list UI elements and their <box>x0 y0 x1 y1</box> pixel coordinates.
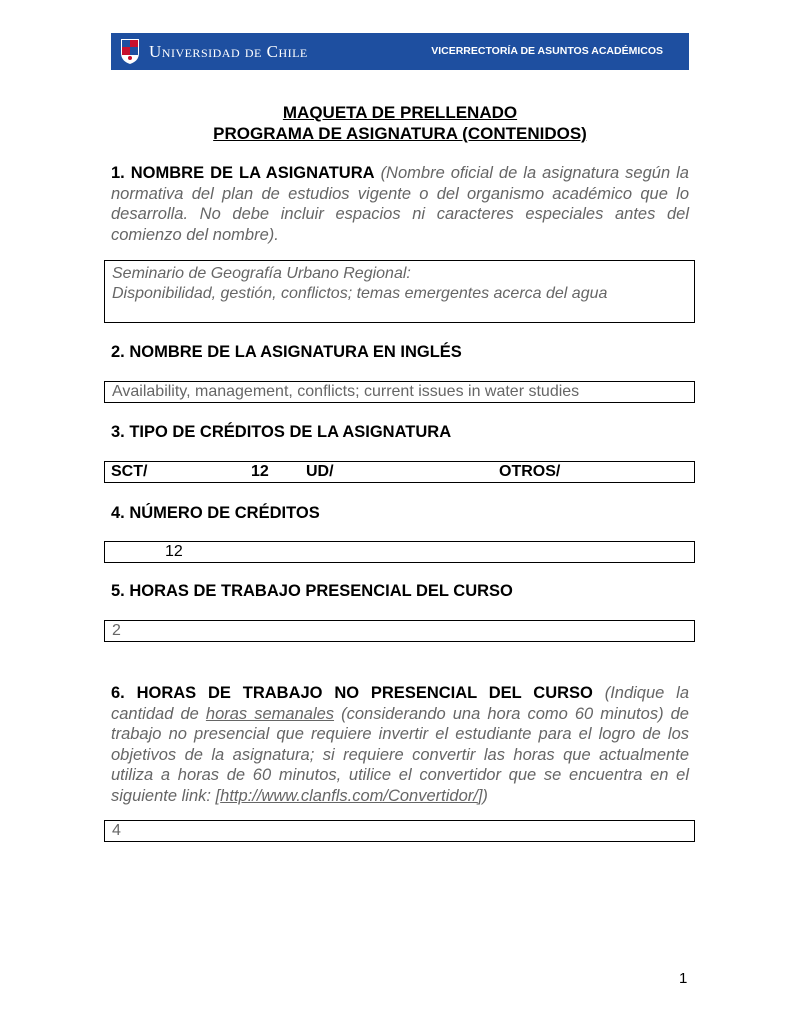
course-name-line2: Disponibilidad, gestión, conflictos; temas emergentes acerca del agua <box>112 285 608 302</box>
course-name-field[interactable] <box>104 260 695 323</box>
section6-heading: 6. HORAS DE TRABAJO NO PRESENCIAL DEL CURSO <box>111 684 593 702</box>
section2-heading: 2. NOMBRE DE LA ASIGNATURA EN INGLÉS <box>111 343 462 361</box>
presential-hours-value: 2 <box>112 622 121 639</box>
course-name-line1: Seminario de Geografía Urbano Regional: <box>112 265 411 282</box>
section6-note-mid: (considerando una hora como 60 minutos) de trabajo no presencial que requiere invertir el estudiante para el logro de los objetivos de la asignatura; si requiere convertir las horas que actualmente utiliza a horas de 60 minutos, utilice el convertidor que se encuentra en el siguiente link: [ <box>111 704 689 805</box>
converter-link[interactable]: http://www.clanfls.com/Convertidor/ <box>220 786 478 805</box>
credit-type-row <box>104 461 695 483</box>
non-presential-hours-value: 4 <box>112 822 121 839</box>
header-banner <box>111 33 689 70</box>
vicerrectoria-label: VICERRECTORÍA DE ASUNTOS ACADÉMICOS <box>431 45 663 57</box>
section1-note-4: comienzo del nombre). <box>111 225 279 244</box>
section3-heading: 3. TIPO DE CRÉDITOS DE LA ASIGNATURA <box>111 423 452 441</box>
section6-note-underlined: horas semanales <box>205 704 335 723</box>
section4-heading: 4. NÚMERO DE CRÉDITOS <box>111 504 320 522</box>
english-name-value: Availability, management, conflicts; current issues in water studies <box>112 383 580 400</box>
ud-label: UD/ <box>306 463 334 480</box>
non-presential-hours-field[interactable] <box>104 820 695 842</box>
section1-note-1: (Nombre oficial de la asignatura según la <box>374 164 689 182</box>
page-number: 1 <box>679 970 688 987</box>
english-name-field[interactable] <box>104 381 695 403</box>
section6-note-end: ]) <box>477 786 488 805</box>
university-crest-icon <box>119 37 141 65</box>
section6-description <box>111 683 689 806</box>
sct-label: SCT/ <box>111 463 148 480</box>
section6-note-start: (Indique la cantidad de <box>111 684 690 723</box>
section1-note-2: normativa del plan de estudios vigente o del organismo académico que lo <box>111 184 689 203</box>
credit-number-field[interactable] <box>104 541 695 563</box>
document-title-line1: MAQUETA DE PRELLENADO <box>282 103 518 122</box>
sct-value[interactable]: 12 <box>251 463 269 480</box>
presential-hours-field[interactable] <box>104 620 695 642</box>
section1-description <box>111 163 689 245</box>
university-name: Universidad de Chile <box>149 42 308 61</box>
credit-number-value: 12 <box>165 543 183 560</box>
section1-heading: 1. NOMBRE DE LA ASIGNATURA <box>111 164 375 182</box>
otros-label: OTROS/ <box>499 463 561 480</box>
section5-heading: 5. HORAS DE TRABAJO PRESENCIAL DEL CURSO <box>111 582 513 600</box>
document-title-line2: PROGRAMA DE ASIGNATURA (CONTENIDOS) <box>213 124 587 143</box>
section1-note-3: desarrolla. No debe incluir espacios ni caracteres especiales antes del <box>111 205 689 223</box>
